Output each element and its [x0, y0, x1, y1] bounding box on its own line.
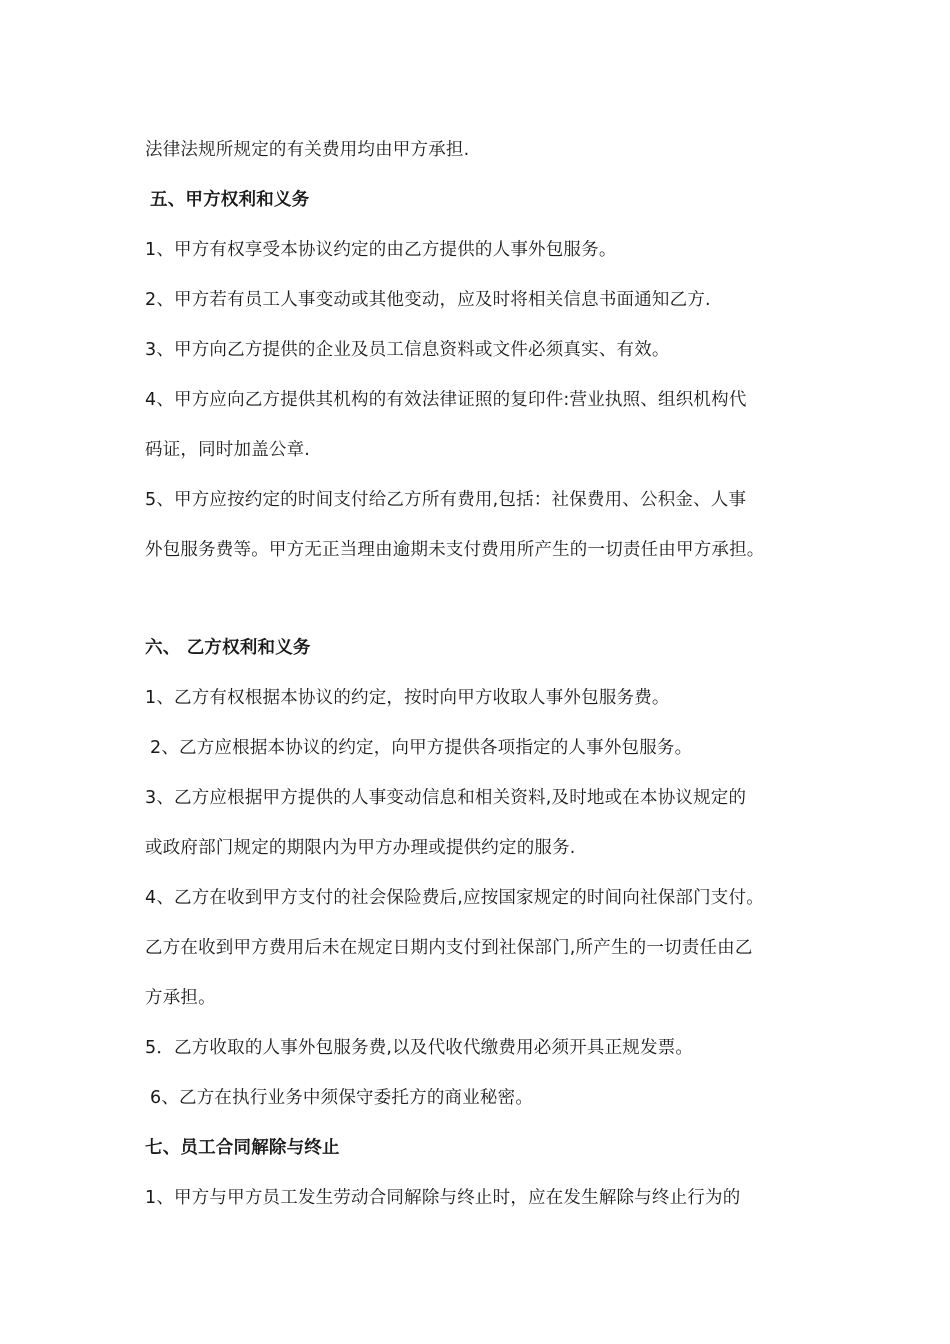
paragraph-line: 外包服务费等。甲方无正当理由逾期未支付费用所产生的一切责任由甲方承担。	[145, 540, 765, 560]
paragraph-line: 4、乙方在收到甲方支付的社会保险费后,应按国家规定的时间向社保部门支付。	[145, 888, 764, 908]
paragraph-line: 1、甲方有权享受本协议约定的由乙方提供的人事外包服务。	[145, 240, 617, 260]
section-heading-5: 五、甲方权利和义务	[150, 190, 310, 210]
paragraph-line: 4、甲方应向乙方提供其机构的有效法律证照的复印件:营业执照、组织机构代	[145, 390, 747, 410]
paragraph-line: 1、甲方与甲方员工发生劳动合同解除与终止时，应在发生解除与终止行为的	[145, 1188, 741, 1208]
section-heading-7: 七、员工合同解除与终止	[145, 1138, 340, 1158]
paragraph-line: 乙方在收到甲方费用后未在规定日期内支付到社保部门,所产生的一切责任由乙	[145, 938, 753, 958]
paragraph-line: 或政府部门规定的期限内为甲方办理或提供约定的服务.	[145, 838, 576, 858]
paragraph-line: 2、乙方应根据本协议的约定，向甲方提供各项指定的人事外包服务。	[150, 738, 693, 758]
paragraph-line: 法律法规所规定的有关费用均由甲方承担.	[145, 140, 470, 160]
paragraph-line: 3、乙方应根据甲方提供的人事变动信息和相关资料,及时地或在本协议规定的	[145, 788, 747, 808]
paragraph-line: 方承担。	[145, 988, 216, 1008]
paragraph-line: 6、乙方在执行业务中须保守委托方的商业秘密。	[150, 1088, 534, 1108]
section-heading-6: 六、 乙方权利和义务	[145, 638, 311, 658]
paragraph-line: 码证，同时加盖公章.	[145, 440, 311, 460]
paragraph-line: 5、甲方应按约定的时间支付给乙方所有费用,包括：社保费用、公积金、人事	[145, 490, 747, 510]
paragraph-line: 2、甲方若有员工人事变动或其他变动，应及时将相关信息书面通知乙方.	[145, 290, 711, 310]
paragraph-line: 1、乙方有权根据本协议的约定，按时向甲方收取人事外包服务费。	[145, 688, 670, 708]
paragraph-line: 5．乙方收取的人事外包服务费,以及代收代缴费用必须开具正规发票。	[145, 1038, 694, 1058]
paragraph-line: 3、甲方向乙方提供的企业及员工信息资料或文件必须真实、有效。	[145, 340, 670, 360]
